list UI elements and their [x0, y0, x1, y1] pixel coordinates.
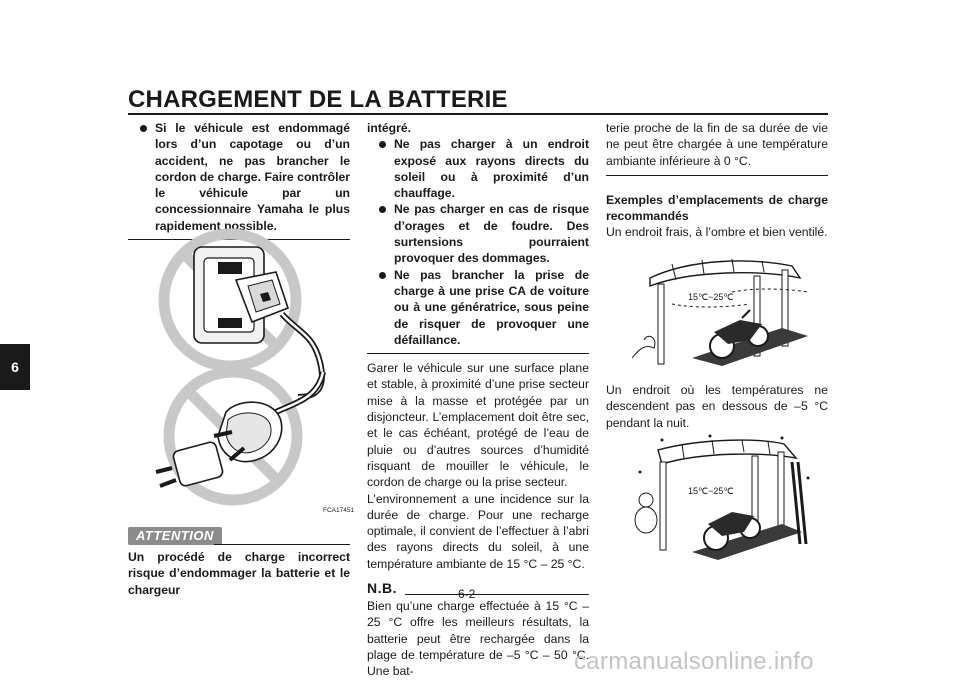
attention-bullet	[367, 201, 589, 266]
attention-rule	[214, 544, 350, 545]
page-number: 6-2	[458, 587, 476, 601]
example-2: Un endroit où les températures ne descendent pas en dessous de –5 °C pendant la nuit.	[606, 383, 828, 430]
bullet-dot	[140, 125, 147, 132]
column-2	[367, 120, 589, 680]
warning-bullet	[128, 120, 350, 234]
attention-continuation: intégré.	[367, 121, 412, 135]
attention-label: ATTENTION	[128, 527, 222, 545]
bullet-dot	[379, 141, 386, 148]
nb-rule	[405, 594, 589, 595]
page-title: CHARGEMENT DE LA BATTERIE	[128, 86, 508, 113]
attention-text: Un procédé de charge incorrect risque d’endommager la batterie et le chargeur	[128, 550, 350, 597]
figure-code: FCA17451	[323, 507, 355, 514]
attention-bullet	[367, 267, 589, 348]
warning-bullet-text: Si le véhicule est endommagé lors d’un capotage ou d’un accident, ne pas brancher le cordon de charge. Faire contrôler le véhicule par un concessionnaire Yamaha le plus rapidement possible.	[155, 121, 350, 233]
example-1: Un endroit frais, à l’ombre et bien ventilé.	[606, 225, 828, 240]
attention-block	[128, 527, 350, 598]
bullet-dot	[379, 272, 386, 279]
nb-label: N.B.	[367, 580, 397, 597]
example-2-block	[606, 382, 828, 431]
bullet-dot	[379, 206, 386, 213]
attention-bullet-text: Ne pas brancher la prise de charge à une prise CA de voiture ou à une génératrice, sous peine de risquer de provoquer une défaillance.	[394, 267, 589, 347]
attention-bullet-text: Ne pas charger à un endroit exposé aux rayons directs du soleil ou à proximité d’un chauffage.	[394, 137, 589, 201]
examples-heading: Exemples d’emplacements de charge recommandés	[606, 192, 828, 224]
nb-continuation: terie proche de la fin de sa durée de vie ne peut être chargée à une température ambiante inférieure à 0 °C.	[606, 121, 828, 168]
nb-end-rule	[606, 175, 828, 176]
attention-end-rule	[367, 353, 589, 354]
paragraph-location: Garer le véhicule sur une surface plane et stable, à proximité d’une prise secteur mise à la masse et protégée par un disjoncteur. L’emplacement doit être sec, et le cas échéant, protégé de l’eau de pluie ou d’autres sources d’humidité risquant de mouiller le véhicule, le cordon de charge ou la prise secteur.	[367, 361, 589, 490]
temperature-label: 15℃−25℃	[688, 486, 734, 496]
shelter-illustration-warm	[632, 248, 818, 368]
title-rule	[128, 113, 828, 115]
paragraph-environment: L’environnement a une incidence sur la durée de charge. Pour une recharge optimale, il convient de l’effectuer à l’abri des rayons directs du soleil, à une température ambiante de 15 °C – 25 °C.	[367, 491, 589, 571]
watermark: carmanualsonline.info	[574, 648, 814, 675]
nb-text: Bien qu’une charge effectuée à 15 °C – 25 °C offre les meilleurs résultats, la batterie peut être rechargée dans la plage de température de –5 °C – 50 °C. Une bat-	[367, 599, 589, 679]
attention-bullet	[367, 136, 589, 201]
no-plug-illustration	[148, 222, 356, 522]
temperature-label: 15℃−25℃	[688, 292, 734, 302]
column-3	[606, 120, 828, 241]
attention-bullet-text: Ne pas charger en cas de risque d’orages et de foudre. Des surtensions pourraient provoquer des dommages.	[394, 202, 589, 266]
shelter-illustration-cold	[632, 432, 818, 562]
chapter-tab: 6	[0, 344, 30, 390]
